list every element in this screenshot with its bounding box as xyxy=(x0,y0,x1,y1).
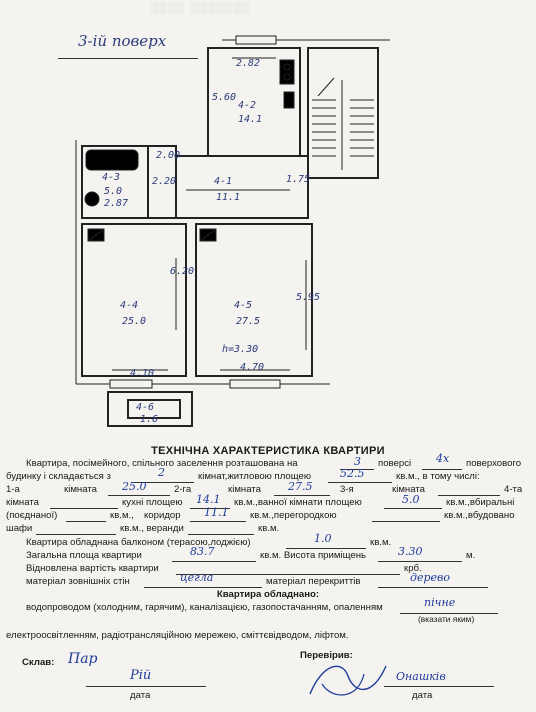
l3-room1-field xyxy=(108,495,170,496)
dim-room-4-4-width: 4.10 xyxy=(130,368,155,379)
l1-text-c: поверхового xyxy=(466,458,522,469)
dim-room-4-5-depth: 5.95 xyxy=(296,292,321,303)
ceiling-height: h=3.30 xyxy=(222,344,259,355)
l12-heating-value: пічне xyxy=(424,596,456,609)
l4-bath-value: 5.0 xyxy=(402,493,420,506)
window-room4 xyxy=(110,380,152,388)
l6-text-b: кв.м., веранди xyxy=(120,523,184,534)
date1-field xyxy=(86,686,206,687)
l1-text-b: поверсі xyxy=(378,458,412,469)
l8-height-field xyxy=(378,561,462,562)
l7-text-a: Квартира обладнана балконом (терасою,лоджією) xyxy=(26,537,251,548)
sink-icon xyxy=(284,92,294,108)
l10-floors-field xyxy=(378,587,488,588)
l3-room2-value: 27.5 xyxy=(288,480,313,493)
l5-corridor-value: 11.1 xyxy=(204,506,229,519)
date2-label: дата xyxy=(412,690,433,701)
l4-text-d: кв.м.,вбиральні xyxy=(446,497,515,508)
room-4-4-id: 4-4 xyxy=(120,300,139,311)
l10-walls-value: цегла xyxy=(180,571,214,584)
l4-text-b: кухні площею xyxy=(122,497,183,508)
l3-text-c: 2-га xyxy=(174,484,192,495)
l2-text-a: будинку і складається з xyxy=(6,471,111,482)
l3-room2-field xyxy=(274,495,330,496)
l10-text-b: матеріал перекриттів xyxy=(266,576,361,587)
dim-room-4-4-depth: 6.20 xyxy=(170,266,195,277)
l5-text-a: (поєднаної) xyxy=(6,510,58,521)
bath-extra-mark: 2.87 xyxy=(104,198,129,209)
l10-walls-field xyxy=(144,587,262,588)
l2-text-c: кв.м., в тому числі: xyxy=(396,471,480,482)
room-4-4-area: 25.0 xyxy=(122,316,147,327)
room-4-1-area: 11.1 xyxy=(216,192,241,203)
l7-text-b: кв.м. xyxy=(370,537,392,548)
bathtub-icon xyxy=(86,150,138,170)
l6-text-a: шафи xyxy=(6,523,33,534)
dim-bath-depth: 2.20 xyxy=(152,176,177,187)
l3-room3-field xyxy=(438,495,500,496)
l5-text-d: кв.м.,перегородкою xyxy=(250,510,337,521)
l5-corridor-field xyxy=(190,521,246,522)
l12-hint: (вказати яким) xyxy=(418,614,475,624)
author-signature: Пар xyxy=(68,651,98,667)
l6-closet-field xyxy=(36,534,116,535)
dim-bath-width: 2.00 xyxy=(156,150,181,161)
room-4-5-area: 27.5 xyxy=(236,316,261,327)
l1-floor-value: 3 xyxy=(354,455,361,468)
l7-balcony-field xyxy=(286,548,366,549)
date1-label: дата xyxy=(130,690,151,701)
l2-living-value: 52.5 xyxy=(340,467,365,480)
l6-veranda-field xyxy=(188,534,254,535)
l4-room4-field xyxy=(50,508,118,509)
faded-header: ░░░░ ░░░░░░░ xyxy=(150,2,251,14)
date2-field xyxy=(384,686,494,687)
l3-room1-value: 25.0 xyxy=(122,480,147,493)
dim-room-4-5-width: 4.70 xyxy=(240,362,265,373)
corridor-outline xyxy=(176,156,311,218)
date1-value: Рій xyxy=(130,668,152,683)
l3-text-e: 3-я xyxy=(340,484,354,495)
dim-kitchen-width: 2.82 xyxy=(236,58,261,69)
l1-floors-field xyxy=(422,469,462,470)
room-4-2-area: 14.1 xyxy=(238,114,263,125)
l4-text-c: кв.м.,ванної кімнати площею xyxy=(234,497,362,508)
l10-text-a: матеріал зовнішніх стін xyxy=(26,576,130,587)
l8-text-c: м. xyxy=(466,550,476,561)
l8-total-field xyxy=(172,561,256,562)
checker-signature: Онашків xyxy=(396,670,446,683)
l2-living-field xyxy=(328,482,392,483)
l12-text-a: водопроводом (холодним, гарячим), каналізацією, газопостачанням, опаленням xyxy=(26,602,383,613)
l2-text-b: кімнат,житловою площею xyxy=(198,471,312,482)
document-title: ТЕХНІЧНА ХАРАКТЕРИСТИКА КВАРТИРИ xyxy=(151,445,385,457)
l7-balcony-value: 1.0 xyxy=(314,532,332,545)
floor-label: 3-ій поверх xyxy=(78,32,167,50)
checker-signature-scrawl xyxy=(302,654,392,704)
l1-text-a: Квартира, посімейного, спільного заселення розташована на xyxy=(26,458,298,469)
boiler-icon xyxy=(85,192,99,206)
dim-corridor-width: 1.75 xyxy=(286,174,311,185)
room-4-1-id: 4-1 xyxy=(214,176,233,187)
l9-text-b: крб. xyxy=(404,563,422,574)
l8-text-a: Загальна площа квартири xyxy=(26,550,142,561)
l10-floors-value: дерево xyxy=(410,571,451,584)
sign-checker-label: Перевірив: xyxy=(300,650,353,661)
window-top xyxy=(236,36,276,44)
dim-bottom-width: 1.6 xyxy=(140,414,159,425)
l5-text-b: кв.м., xyxy=(110,510,134,521)
room-4-5-id: 4-5 xyxy=(234,300,253,311)
l9-text-a: Відновлена вартість квартири xyxy=(26,563,159,574)
l4-text-a: кімната xyxy=(6,497,39,508)
l4-kitchen-value: 14.1 xyxy=(196,493,221,506)
stair-treads xyxy=(312,78,374,170)
room-4-2-id: 4-2 xyxy=(238,100,257,111)
l3-text-f: кімната xyxy=(392,484,425,495)
l3-text-d: кімната xyxy=(228,484,261,495)
l6-text-c: кв.м. xyxy=(258,523,280,534)
l5-text-c: коридор xyxy=(144,510,181,521)
l8-text-b: кв.м. Висота приміщень xyxy=(260,550,366,561)
room-4-3-id: 4-3 xyxy=(102,172,121,183)
l2-rooms-value: 2 xyxy=(158,466,165,479)
dim-kitchen-depth: 5.60 xyxy=(212,92,237,103)
l5-text-e: кв.м.,вбудовано xyxy=(444,510,515,521)
window-room5 xyxy=(230,380,280,388)
l4-bath-field xyxy=(384,508,442,509)
l13-text: електроосвітленням, радіотрансляційною мережею, сміттєвідводом, ліфтом. xyxy=(6,630,349,641)
l3-text-b: кімната xyxy=(64,484,97,495)
l8-total-value: 83.7 xyxy=(190,545,215,558)
l1-floors-value: 4х xyxy=(436,452,450,465)
l3-text-a: 1-а xyxy=(6,484,20,495)
l3-text-g: 4-та xyxy=(504,484,523,495)
l5-partition-field xyxy=(372,521,440,522)
l11-heading: Квартира обладнано: xyxy=(216,589,320,600)
sign-author-label: Склав: xyxy=(22,657,55,668)
room-4-6-id: 4-6 xyxy=(136,402,155,413)
stairwell-outline xyxy=(308,48,378,178)
l5-wc-field xyxy=(66,521,106,522)
room-4-3-area: 5.0 xyxy=(104,186,123,197)
l8-height-value: 3.30 xyxy=(398,545,423,558)
